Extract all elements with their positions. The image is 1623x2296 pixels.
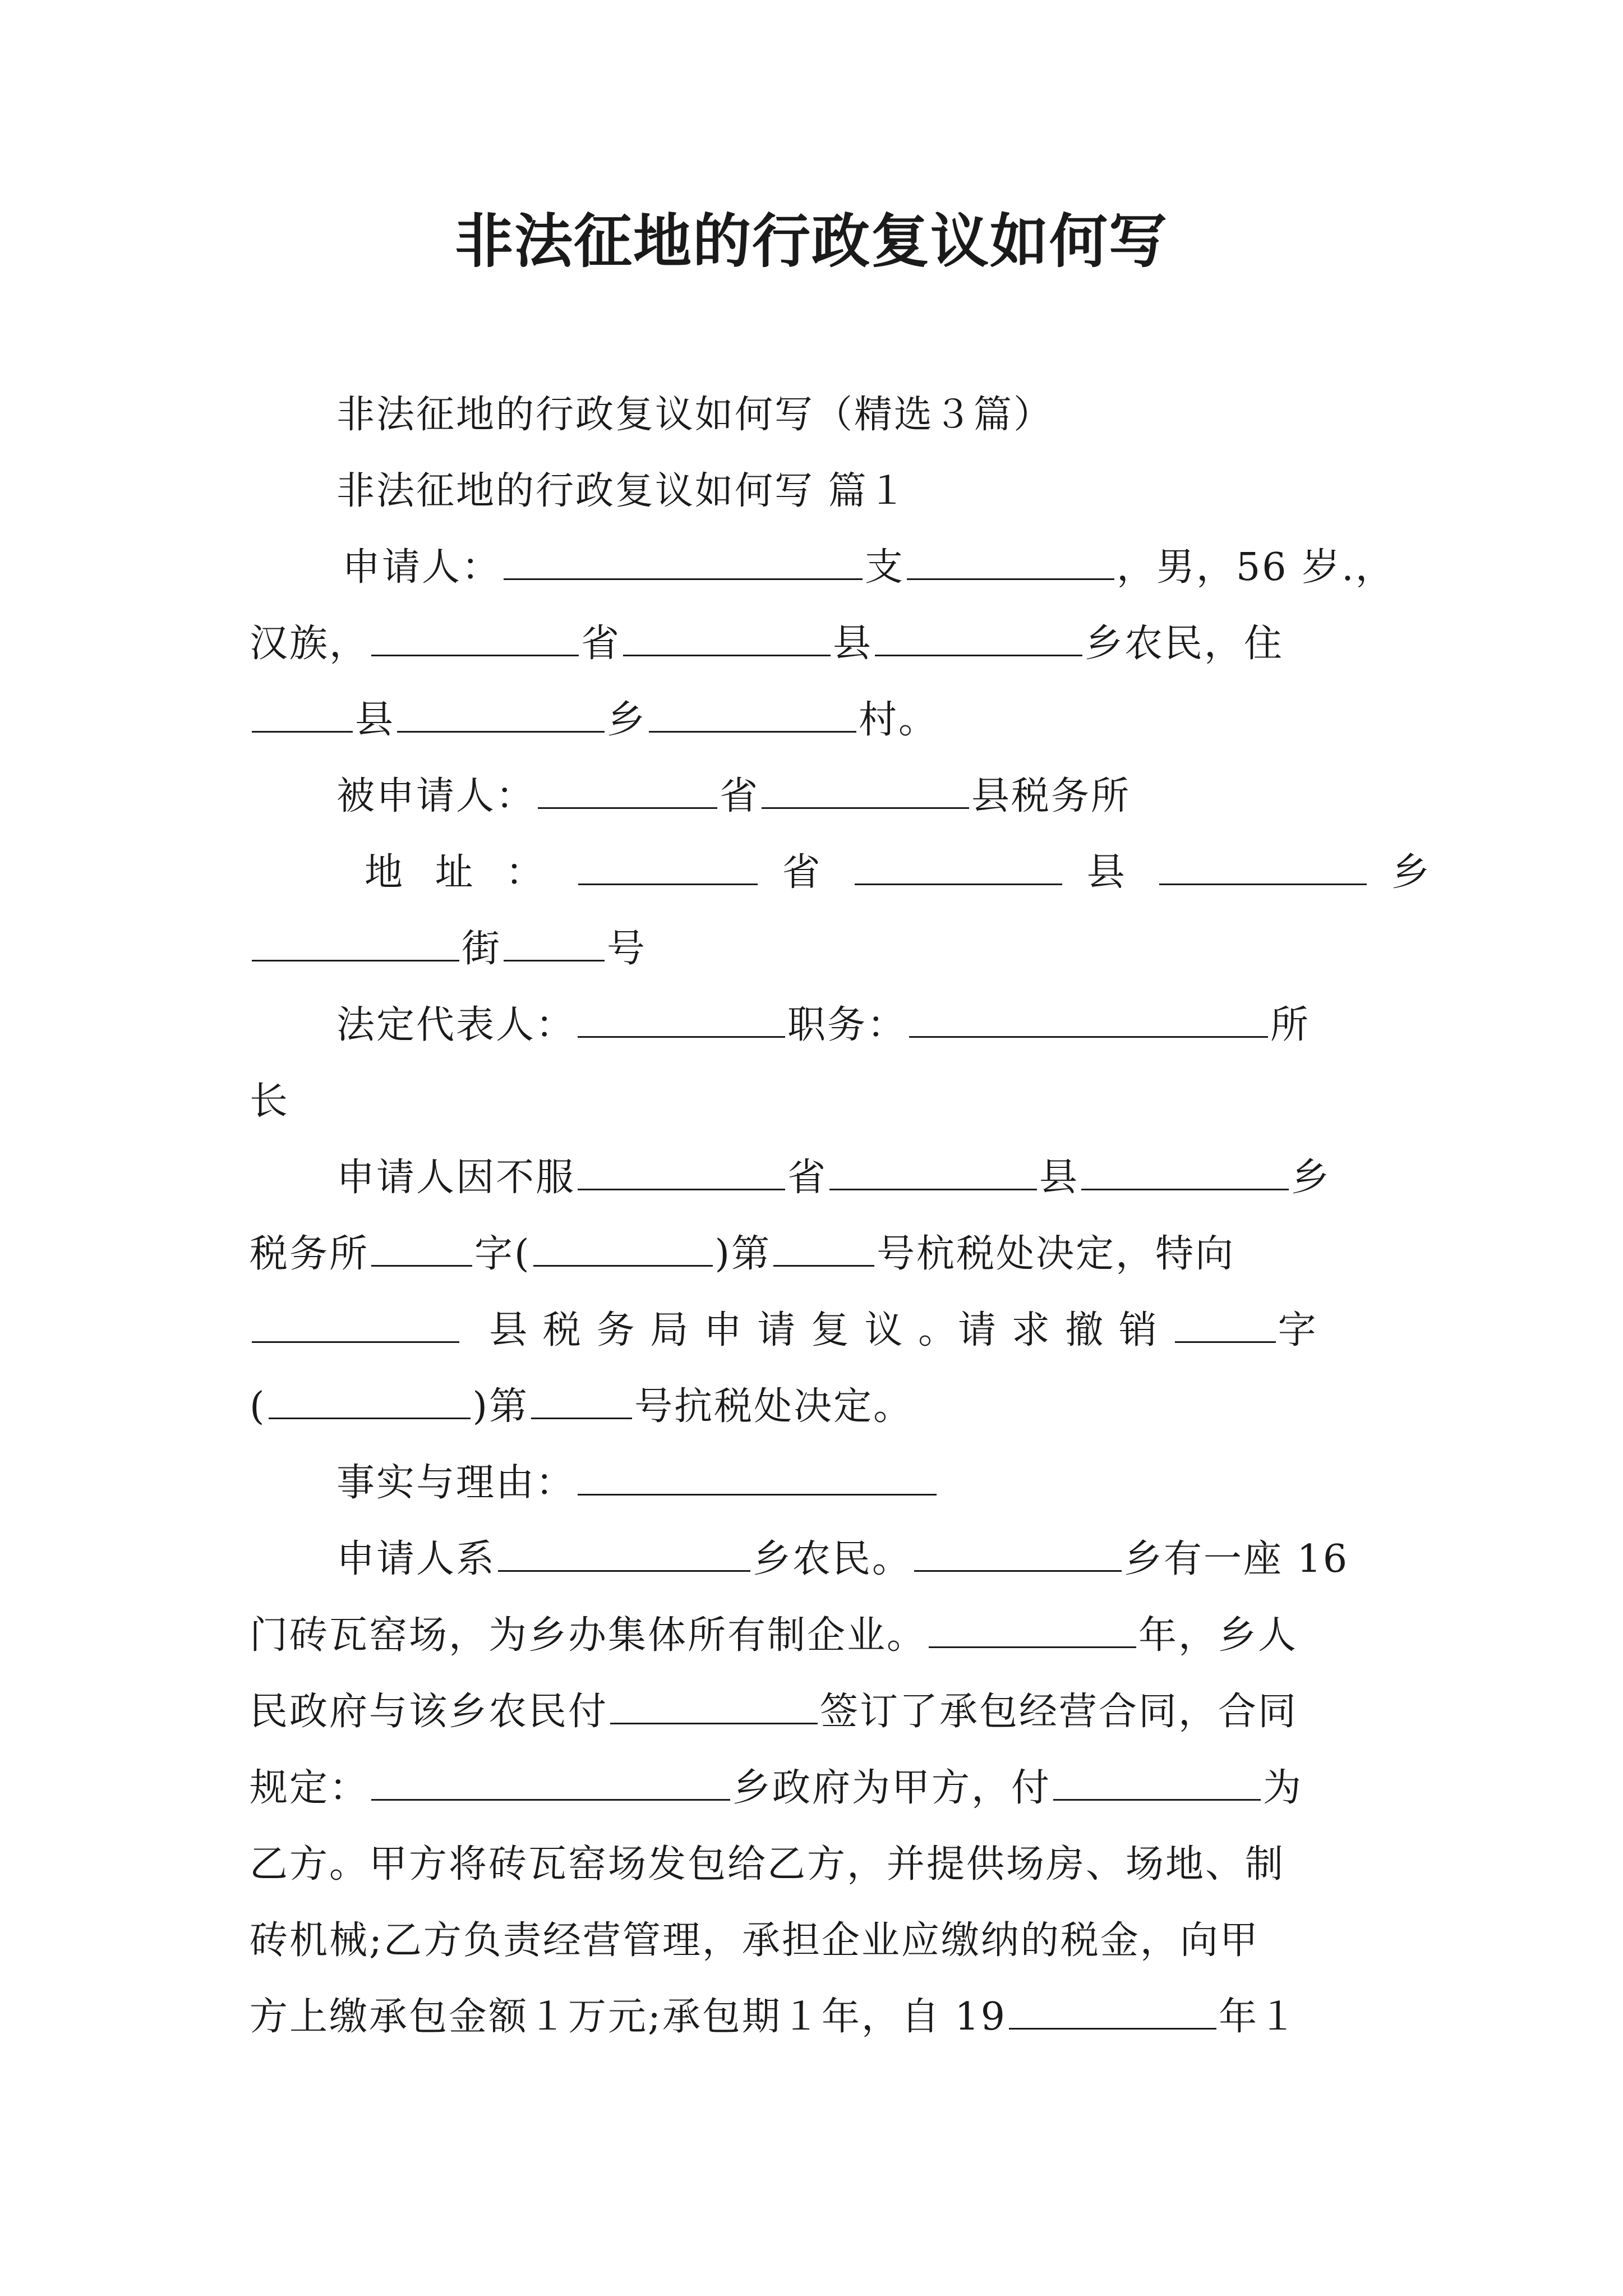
text-segment: 支 — [865, 545, 905, 590]
blank-field — [397, 695, 605, 733]
request-line-cont — [250, 1226, 1235, 1282]
respondent-line — [336, 769, 1131, 825]
blank-field — [269, 1382, 471, 1419]
text-segment: 非法征地的行政复议如何写 篇１ — [336, 469, 908, 513]
text-segment: 县 — [833, 622, 873, 666]
text-segment: 被申请人： — [336, 774, 536, 818]
address-line — [365, 845, 1440, 901]
text-segment: 为 — [1263, 1766, 1303, 1810]
text-segment: 方上缴承包金额１万元;承包期１年，自 19 — [250, 1995, 1007, 2039]
text-segment: 职务： — [787, 1003, 907, 1047]
text-segment: 省 — [720, 774, 760, 818]
text-segment: 乡政府为甲方，付 — [732, 1766, 1052, 1810]
text-segment: 号 — [607, 927, 647, 971]
text-segment: 乡有一座 16 — [1124, 1537, 1349, 1581]
blank-field — [252, 1305, 459, 1343]
text-segment: 号杭税处决定，特向 — [877, 1232, 1235, 1276]
blank-field — [855, 848, 1062, 885]
text-segment: 村。 — [859, 698, 939, 742]
body-line — [250, 1913, 1260, 1969]
blank-field — [538, 771, 717, 809]
request-line — [336, 1150, 1331, 1206]
blank-field — [371, 1229, 472, 1267]
text-segment: 砖机械;乙方负责经营管理，承担企业应缴纳的税金，向甲 — [250, 1918, 1260, 1963]
blank-field — [914, 1534, 1122, 1572]
text-segment: )第 — [472, 1384, 529, 1429]
blank-field — [829, 1153, 1037, 1190]
applicant-line — [342, 540, 1395, 596]
blank-field — [610, 1687, 818, 1724]
text-segment: 民政府与该乡农民付 — [250, 1690, 608, 1734]
text-segment: 签订了承包经营合同，合同 — [820, 1690, 1298, 1734]
blank-field — [1009, 1992, 1216, 2030]
blank-field — [531, 1382, 632, 1419]
text-segment: )第 — [714, 1232, 772, 1276]
blank-field — [1053, 1763, 1261, 1801]
text-segment: 税务所 — [250, 1232, 370, 1276]
text-segment: 乡农民，住 — [1085, 622, 1284, 666]
text-segment: 汉族， — [250, 622, 370, 666]
blank-field — [578, 1153, 785, 1190]
text-segment: ( — [250, 1384, 266, 1429]
address-line-cont — [250, 921, 647, 977]
facts-heading — [336, 1455, 939, 1511]
blank-field — [1081, 1153, 1289, 1190]
text-segment: 门砖瓦窑场，为乡办集体所有制企业。 — [250, 1613, 927, 1658]
text-segment: 非法征地的行政复议如何写（精选３篇） — [336, 393, 1054, 437]
blank-field — [623, 619, 831, 656]
text-segment: 乡 — [607, 698, 647, 742]
legal-rep-line — [336, 997, 1310, 1053]
body-line — [250, 1760, 1303, 1816]
body-line — [250, 1989, 1298, 2045]
text-segment: 所 — [1270, 1003, 1311, 1047]
blank-field — [929, 1611, 1136, 1648]
blank-field — [371, 1763, 730, 1801]
body-line — [250, 1608, 1298, 1664]
blank-field — [252, 695, 353, 733]
text-segment: 街 — [462, 927, 502, 971]
text-segment: 申请人： — [342, 545, 502, 590]
text-segment: 地 址 ： — [365, 850, 554, 895]
blank-field — [649, 695, 856, 733]
text-segment: 乡 — [1291, 1156, 1331, 1200]
text-segment: 号抗税处决定。 — [634, 1384, 914, 1429]
blank-field — [252, 924, 459, 961]
blank-field — [1175, 1305, 1276, 1343]
blank-field — [504, 924, 605, 961]
blank-field — [773, 1229, 874, 1267]
text-segment: 规定： — [250, 1766, 370, 1810]
text-segment: 县 税 务 局 申 请 复 议 。请 求 撤 销 — [489, 1308, 1159, 1352]
blank-field — [907, 542, 1114, 580]
text-segment: 申请人系 — [336, 1537, 496, 1581]
request-line-cont — [250, 1303, 1318, 1359]
text-segment: 法定代表人： — [336, 1003, 576, 1047]
blank-field — [875, 619, 1082, 656]
applicant-address-line — [250, 692, 938, 748]
subtitle-line — [336, 387, 1053, 443]
request-line-cont — [250, 1379, 913, 1435]
text-segment: 事实与理由： — [336, 1461, 576, 1505]
section-heading — [336, 463, 908, 519]
body-line — [250, 1684, 1298, 1740]
text-segment: 省 — [787, 1156, 828, 1200]
text-segment: 字( — [474, 1232, 531, 1276]
text-segment: 字 — [1278, 1308, 1318, 1352]
blank-field — [762, 771, 969, 809]
text-segment: ，男，56 岁.， — [1117, 545, 1395, 590]
text-segment: 年，乡人 — [1138, 1613, 1298, 1658]
blank-field — [578, 848, 758, 885]
text-segment: 年１ — [1219, 1995, 1299, 2039]
text-segment: 长 — [250, 1079, 290, 1124]
legal-rep-line-cont — [250, 1074, 289, 1130]
blank-field — [533, 1229, 713, 1267]
blank-field — [909, 1000, 1268, 1038]
blank-field — [371, 619, 579, 656]
text-segment: 申请人因不服 — [336, 1156, 576, 1200]
text-segment: 乙方。甲方将砖瓦窑场发包给乙方，并提供场房、场地、制 — [250, 1842, 1285, 1887]
text-segment: 乡农民。 — [753, 1537, 912, 1581]
text-segment: 县 — [1086, 850, 1135, 895]
body-line — [250, 1837, 1285, 1893]
text-segment: 县税务所 — [971, 774, 1131, 818]
document-title: 非法征地的行政复议如何写 — [454, 206, 1168, 275]
blank-field — [1159, 848, 1367, 885]
text-segment: 省 — [581, 622, 621, 666]
body-line — [336, 1531, 1349, 1588]
blank-field — [578, 1000, 785, 1038]
blank-field — [504, 542, 863, 580]
blank-field — [498, 1534, 750, 1572]
text-segment: 乡 — [1391, 850, 1440, 895]
text-segment: 县 — [355, 698, 395, 742]
text-segment: 省 — [782, 850, 831, 895]
text-segment: 县 — [1039, 1156, 1080, 1200]
applicant-line-cont — [250, 616, 1284, 672]
blank-field — [578, 1458, 937, 1496]
